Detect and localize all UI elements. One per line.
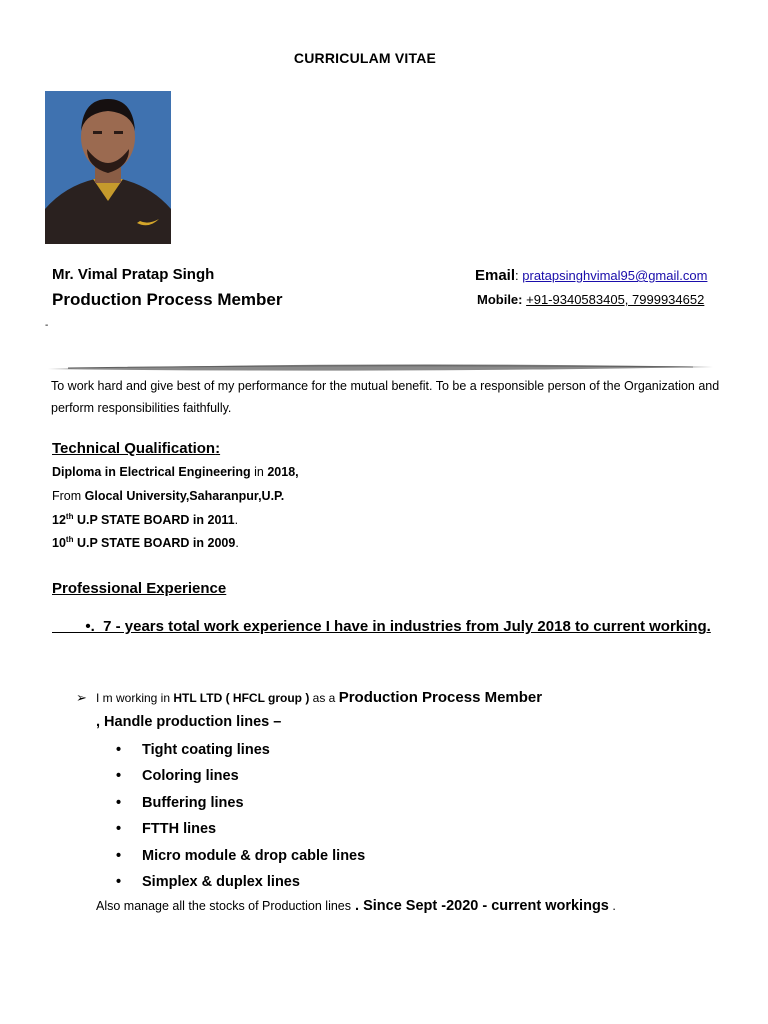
bullet-icon: • bbox=[116, 794, 122, 811]
mobile-line bbox=[477, 292, 704, 307]
work-as: as a bbox=[309, 691, 339, 705]
list-item bbox=[116, 871, 365, 897]
email-separator: : bbox=[515, 268, 523, 283]
candidate-role: Production Process Member bbox=[52, 290, 283, 309]
professional-experience-heading: Professional Experience bbox=[52, 580, 227, 597]
email-link[interactable]: pratapsinghvimal95@gmail.com bbox=[522, 268, 708, 283]
work-prefix: I m working in bbox=[96, 691, 174, 705]
experience-summary: •. 7 - years total work experience I have in industries from July 2018 to current working. bbox=[52, 618, 711, 635]
diploma-in: in bbox=[250, 465, 268, 479]
stray-mark: - bbox=[45, 320, 49, 331]
email-line bbox=[475, 267, 707, 284]
line-label: Simplex & duplex lines bbox=[142, 873, 300, 890]
twelfth-number: 12 bbox=[52, 513, 66, 527]
twelfth-board: U.P STATE BOARD in 2011 bbox=[73, 513, 235, 527]
tenth-suffix: th bbox=[65, 534, 74, 544]
list-item bbox=[116, 765, 365, 791]
current-work-line bbox=[76, 689, 542, 706]
qualification-university bbox=[52, 489, 284, 503]
tenth-number: 10 bbox=[52, 536, 66, 550]
bullet-icon: • bbox=[116, 742, 122, 758]
tenth-end: . bbox=[235, 536, 239, 550]
document-title: CURRICULAM VITAE bbox=[293, 50, 437, 66]
divider-line-icon bbox=[48, 363, 713, 373]
tenth-board: U.P STATE BOARD in 2009 bbox=[73, 536, 236, 550]
technical-heading-text: Technical Qualification bbox=[52, 440, 216, 457]
bullet-icon: • bbox=[116, 821, 122, 838]
handle-lines-heading: , Handle production lines – bbox=[96, 714, 282, 730]
email-label: Email bbox=[475, 267, 516, 284]
stock-end: . bbox=[608, 899, 616, 913]
stock-text: Also manage all the stocks of Production lines bbox=[96, 899, 351, 913]
mobile-label: Mobile: bbox=[477, 292, 523, 307]
technical-qualification-heading bbox=[52, 440, 220, 457]
diploma-year: 2018, bbox=[267, 465, 299, 479]
bullet-icon: • bbox=[116, 768, 122, 785]
candidate-name: Mr. Vimal Pratap Singh bbox=[52, 266, 215, 283]
line-label: Coloring lines bbox=[142, 768, 239, 785]
qualification-12th bbox=[52, 513, 238, 527]
portrait-photo bbox=[45, 91, 171, 244]
list-item bbox=[116, 739, 365, 765]
stock-management-line bbox=[96, 898, 616, 914]
university-from: From bbox=[52, 489, 85, 503]
technical-heading-colon: : bbox=[215, 440, 221, 457]
line-label: Micro module & drop cable lines bbox=[142, 847, 366, 864]
company-name: HTL LTD ( HFCL group ) bbox=[173, 691, 310, 705]
bullet-icon: • bbox=[116, 873, 122, 890]
diploma-name: Diploma in Electrical Engineering bbox=[52, 465, 251, 479]
list-item bbox=[116, 845, 365, 871]
line-label: FTTH lines bbox=[142, 821, 217, 838]
section-divider bbox=[48, 360, 713, 370]
twelfth-end: . bbox=[234, 513, 239, 527]
line-label: Buffering lines bbox=[142, 794, 244, 811]
qualification-diploma bbox=[52, 465, 299, 479]
mobile-number: +91-9340583405, 7999934652 bbox=[526, 292, 705, 307]
list-item bbox=[116, 792, 365, 818]
twelfth-suffix: th bbox=[65, 511, 74, 521]
arrow-bullet-icon: ➢ bbox=[76, 690, 87, 705]
line-label: Tight coating lines bbox=[142, 742, 270, 758]
stock-dot: . bbox=[351, 898, 364, 914]
qualification-10th bbox=[52, 536, 239, 550]
work-role: Production Process Member bbox=[338, 689, 543, 706]
since-text: Since Sept -2020 - current workings bbox=[363, 898, 609, 914]
list-item bbox=[116, 818, 365, 844]
person-silhouette-icon bbox=[45, 91, 171, 244]
career-objective: To work hard and give best of my performance for the mutual benefit. To be a responsible person of the Organization and perform responsibilities faithfully. bbox=[51, 379, 720, 415]
university-name: Glocal University,Saharanpur,U.P. bbox=[84, 489, 285, 503]
bullet-icon: • bbox=[116, 847, 122, 864]
production-lines-list bbox=[116, 739, 365, 897]
